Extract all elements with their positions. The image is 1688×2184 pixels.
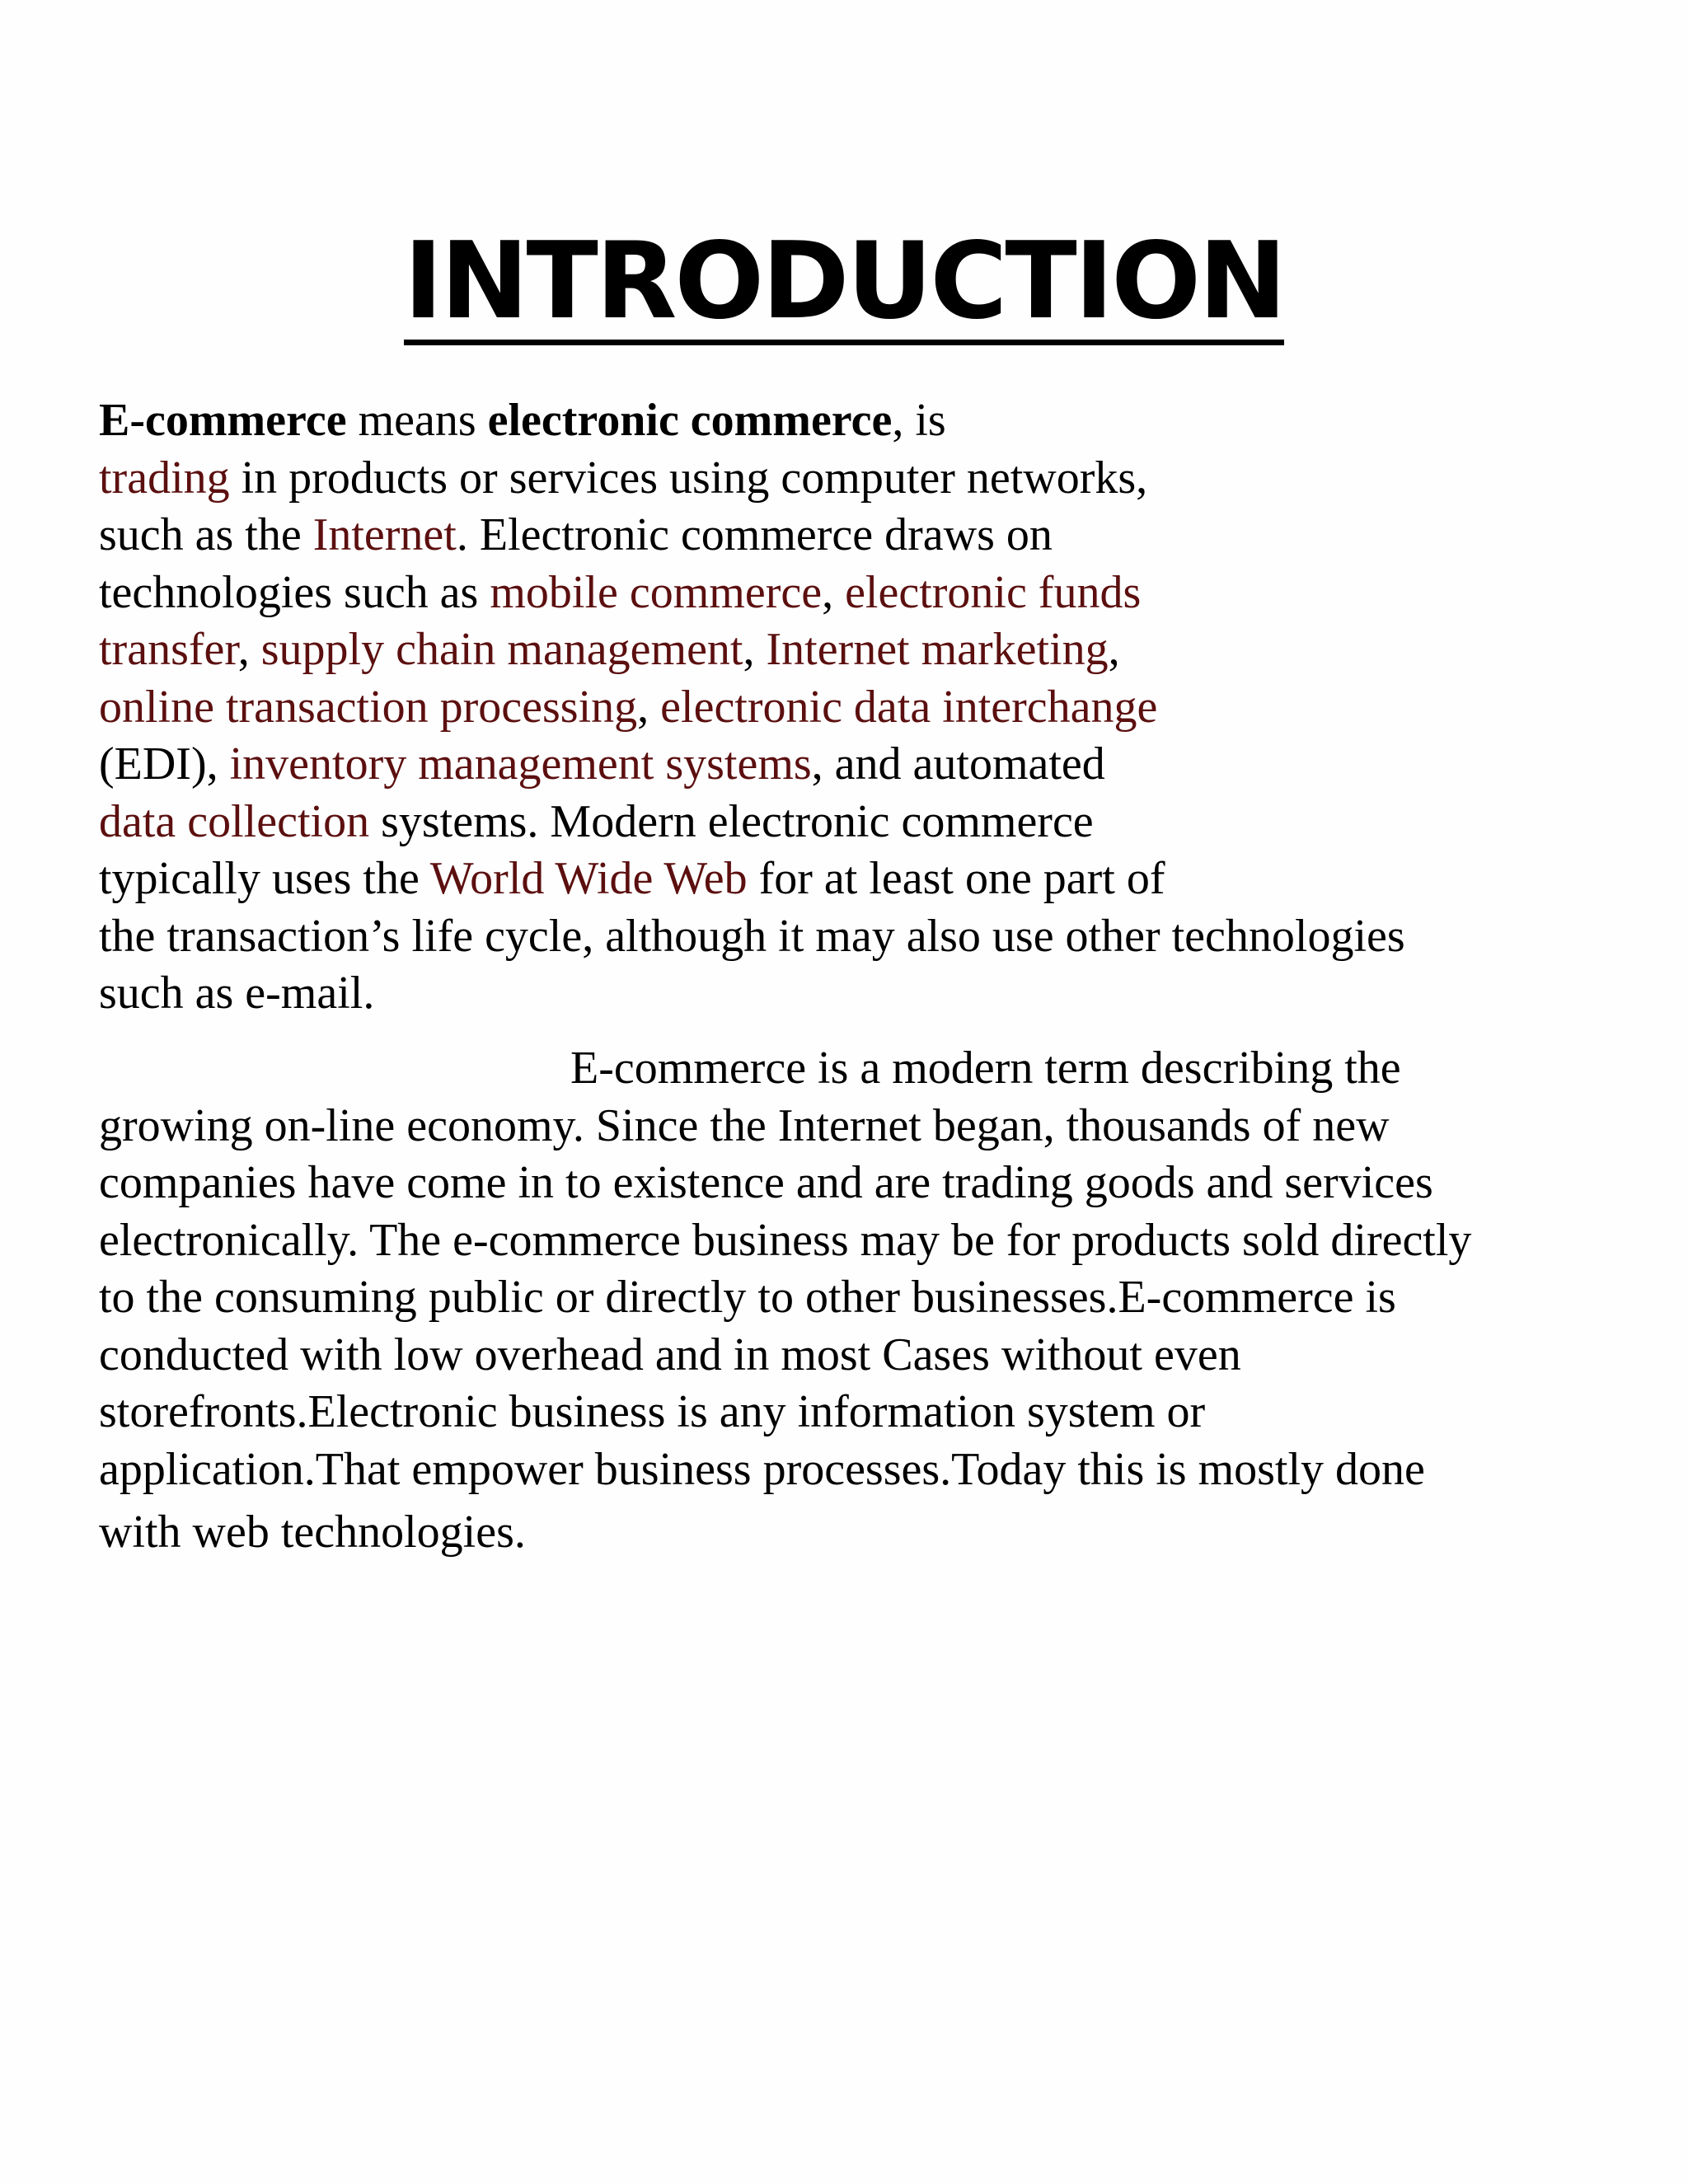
- paragraph-definition: [99, 392, 1405, 1023]
- text-line: [99, 565, 1405, 622]
- text-run: in products or services using computer networks,: [229, 452, 1148, 504]
- text-line: electronically. The e-commerce business may be for products sold directly: [99, 1214, 1472, 1266]
- link-data-collection[interactable]: data collection: [99, 795, 370, 847]
- text-run: technologies such as: [99, 566, 490, 618]
- text-run: , is: [892, 395, 946, 446]
- text-run: , and automated: [811, 738, 1105, 790]
- text-run: for at least one part of: [747, 853, 1165, 904]
- text-line: [99, 736, 1405, 794]
- text-line: companies have come in to existence and are trading goods and services: [99, 1157, 1433, 1208]
- text-line: application.That empower business processes.Today this is mostly done: [99, 1443, 1425, 1495]
- link-world-wide-web[interactable]: World Wide Web: [429, 853, 748, 904]
- text-run: ,: [822, 566, 846, 618]
- link-inventory-management-systems[interactable]: inventory management systems: [229, 738, 812, 790]
- text-run: E-commerce is a modern term describing the: [570, 1043, 1401, 1094]
- text-line: with web technologies.: [99, 1507, 526, 1558]
- text-run: such as the: [99, 509, 313, 560]
- text-run: ,: [237, 624, 261, 675]
- text-line: the transaction’s life cycle, although it may also use other technologies: [99, 910, 1405, 962]
- text-run: (EDI),: [99, 738, 230, 790]
- text-run: systems. Modern electronic commerce: [369, 795, 1094, 847]
- text-line: [99, 392, 1405, 450]
- text-line: such as e-mail.: [99, 968, 375, 1019]
- text-run: typically uses the: [99, 853, 430, 904]
- link-electronic-funds-transfer[interactable]: electronic funds: [845, 566, 1142, 618]
- text-line: [99, 450, 1405, 508]
- term-electronic-commerce: electronic commerce: [487, 395, 893, 446]
- link-electronic-data-interchange[interactable]: electronic data interchange: [660, 681, 1158, 733]
- link-mobile-commerce[interactable]: mobile commerce: [490, 566, 823, 618]
- text-run: . Electronic commerce draws on: [456, 509, 1053, 560]
- page-title: [0, 216, 1688, 348]
- text-line: [99, 794, 1405, 851]
- link-internet[interactable]: Internet: [312, 509, 457, 560]
- link-electronic-funds-transfer-cont[interactable]: transfer: [99, 624, 238, 675]
- link-supply-chain-management[interactable]: supply chain management: [260, 624, 743, 675]
- text-run: ,: [743, 624, 767, 675]
- text-line: growing on-line economy. Since the Internet began, thousands of new: [99, 1099, 1390, 1151]
- link-internet-marketing[interactable]: Internet marketing: [766, 624, 1109, 675]
- text-line: [99, 1040, 1471, 1098]
- text-line: conducted with low overhead and in most Cases without even: [99, 1329, 1241, 1380]
- text-line: to the consuming public or directly to other businesses.E-commerce is: [99, 1272, 1396, 1323]
- text-line: [99, 851, 1405, 908]
- page-title-text: INTRODUCTION: [404, 224, 1284, 345]
- text-run: means: [346, 395, 488, 446]
- text-line: [99, 679, 1405, 737]
- text-line: storefronts.Electronic business is any information system or: [99, 1386, 1206, 1437]
- link-trading[interactable]: trading: [99, 452, 230, 504]
- text-line: [99, 507, 1405, 565]
- text-line: [99, 621, 1405, 679]
- text-run: ,: [1108, 624, 1120, 675]
- link-online-transaction-processing[interactable]: online transaction processing: [99, 681, 638, 733]
- paragraph-overview: [99, 1040, 1471, 1566]
- term-ecommerce: E-commerce: [99, 395, 347, 446]
- text-run: ,: [637, 681, 661, 733]
